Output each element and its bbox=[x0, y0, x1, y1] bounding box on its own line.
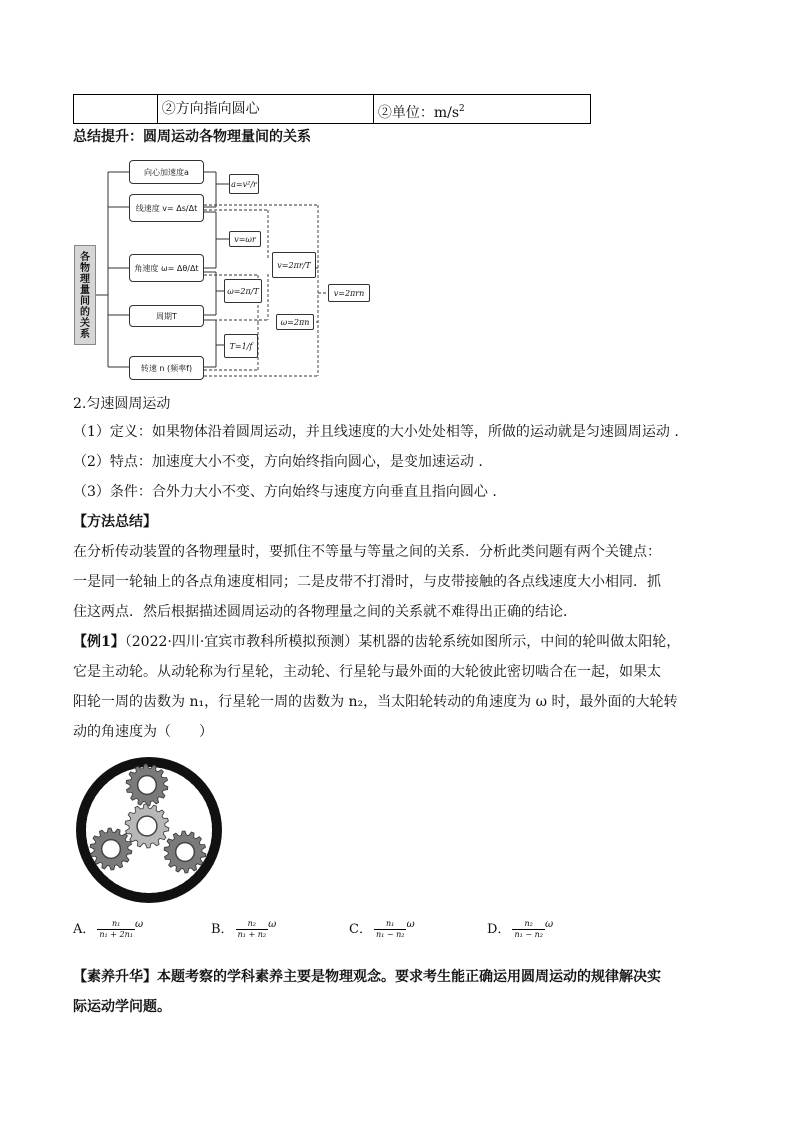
side-char: 量 bbox=[80, 285, 90, 296]
condition-item: （3）条件：合外力大小不变、方向始终与速度方向垂直且指向圆心 . bbox=[73, 484, 497, 500]
omega-symbol: ω bbox=[544, 919, 554, 930]
top-table-row bbox=[73, 94, 591, 124]
choice-d[interactable] bbox=[487, 918, 553, 940]
section-title: 2.匀速圆周运动 bbox=[73, 396, 171, 412]
choice-fraction bbox=[236, 919, 269, 940]
example-line: 动的角速度为（ ） bbox=[73, 724, 213, 740]
side-char: 物 bbox=[80, 263, 90, 274]
method-line: 在分析传动装置的各物理量时，要抓住不等量与等量之间的关系．分析此类问题有两个关键点： bbox=[73, 544, 661, 560]
choice-label: D． bbox=[487, 922, 511, 937]
formula-a-v2-r: a=v²/r bbox=[229, 174, 259, 194]
example-tag: 【例1】 bbox=[73, 634, 125, 650]
omega-symbol: ω bbox=[406, 919, 415, 930]
method-line: 住这两点．然后根据描述圆周运动的各物理量之间的关系就不难得出正确的结论． bbox=[73, 604, 577, 620]
choice-label: A． bbox=[73, 922, 96, 937]
choice-label: C． bbox=[349, 922, 372, 937]
example-line bbox=[73, 631, 680, 653]
node-linear-velocity: 线速度 v= Δs/Δt bbox=[129, 194, 204, 222]
formula-v-2pirn: v=2πrn bbox=[328, 284, 370, 302]
choice-fraction bbox=[97, 919, 135, 940]
side-char: 理 bbox=[80, 274, 90, 285]
summary-title: 总结提升：圆周运动各物理量间的关系 bbox=[73, 129, 311, 145]
side-char: 关 bbox=[80, 318, 90, 329]
formula-T-1-f: T=1/f bbox=[224, 334, 258, 358]
gear-hub bbox=[102, 840, 121, 859]
gear-hub bbox=[176, 843, 195, 862]
formula-w-2pi-T: ω=2π/T bbox=[224, 279, 262, 303]
table-cell-direction: ②方向指向圆心 bbox=[158, 95, 374, 123]
formula-w-2pin: ω=2πn bbox=[276, 314, 314, 330]
example-line: 它是主动轮。从动轮称为行星轮，主动轮、行星轮与最外面的大轮彼此密切啮合在一起，如果太 bbox=[73, 664, 661, 680]
gear-system-figure bbox=[74, 755, 224, 905]
fraction-numerator: n₁ bbox=[374, 919, 407, 930]
node-centripetal-accel: 向心加速度a bbox=[129, 160, 204, 184]
choice-a[interactable] bbox=[73, 918, 143, 940]
literacy-line: 际运动学问题。 bbox=[73, 999, 171, 1015]
example-text: （2022·四川·宜宾市教科所模拟预测）某机器的齿轮系统如图所示，中间的轮叫做太阳轮， bbox=[124, 634, 681, 650]
literacy-line: 【素养升华】本题考察的学科素养主要是物理观念。要求考生能正确运用圆周运动的规律解决实 bbox=[73, 969, 661, 985]
definition-item: （1）定义：如果物体沿着圆周运动，并且线速度的大小处处相等，所做的运动就是匀速圆周运动 . bbox=[73, 424, 679, 440]
example-line: 阳轮一周的齿数为 n₁，行星轮一周的齿数为 n₂，当太阳轮转动的角速度为 ω 时，最外面的大轮转 bbox=[73, 694, 678, 710]
table-cell-unit bbox=[374, 95, 590, 123]
table-cell-empty bbox=[74, 95, 158, 123]
unit-text: ②单位：m/s bbox=[377, 105, 460, 121]
unit-superscript: 2 bbox=[459, 104, 465, 114]
relationship-diagram bbox=[73, 150, 373, 382]
side-label bbox=[74, 245, 96, 345]
method-line: 一是同一轮轴上的各点角速度相同；二是皮带不打滑时，与皮带接触的各点线速度大小相同．抓 bbox=[73, 574, 661, 590]
fraction-denominator: n₁ + n₂ bbox=[237, 930, 267, 939]
choice-c[interactable] bbox=[349, 918, 415, 940]
fraction-numerator: n₂ bbox=[512, 919, 545, 930]
choice-label: B． bbox=[211, 922, 234, 937]
fraction-numerator: n₂ bbox=[236, 919, 269, 930]
gear-hub bbox=[137, 816, 157, 836]
omega-symbol: ω bbox=[268, 919, 277, 930]
formula-v-wr: v=ωr bbox=[229, 231, 261, 247]
node-rotation-speed: 转速 n (频率f) bbox=[129, 356, 204, 380]
fraction-denominator: n₁ − n₂ bbox=[375, 930, 405, 939]
choice-b[interactable] bbox=[211, 918, 276, 940]
node-period: 周期T bbox=[129, 305, 204, 327]
side-char: 间 bbox=[80, 296, 90, 307]
feature-item: （2）特点：加速度大小不变，方向始终指向圆心，是变加速运动 . bbox=[73, 454, 483, 470]
fraction-numerator: n₁ bbox=[97, 919, 135, 930]
side-char: 各 bbox=[80, 252, 90, 263]
method-title: 【方法总结】 bbox=[73, 514, 157, 530]
gear-hub bbox=[138, 776, 157, 795]
choice-fraction bbox=[374, 919, 407, 940]
omega-symbol: ω bbox=[135, 919, 144, 930]
fraction-denominator: n₁ − n₂ bbox=[514, 930, 543, 939]
choice-fraction bbox=[512, 919, 545, 940]
formula-v-2pir-T: v=2πr/T bbox=[272, 252, 316, 278]
fraction-denominator: n₁ + 2n₁ bbox=[99, 930, 133, 939]
node-angular-velocity: 角速度 ω= Δθ/Δt bbox=[129, 254, 204, 282]
diagram-connectors bbox=[73, 150, 373, 382]
side-char: 的 bbox=[80, 307, 90, 318]
side-char: 系 bbox=[80, 329, 90, 340]
